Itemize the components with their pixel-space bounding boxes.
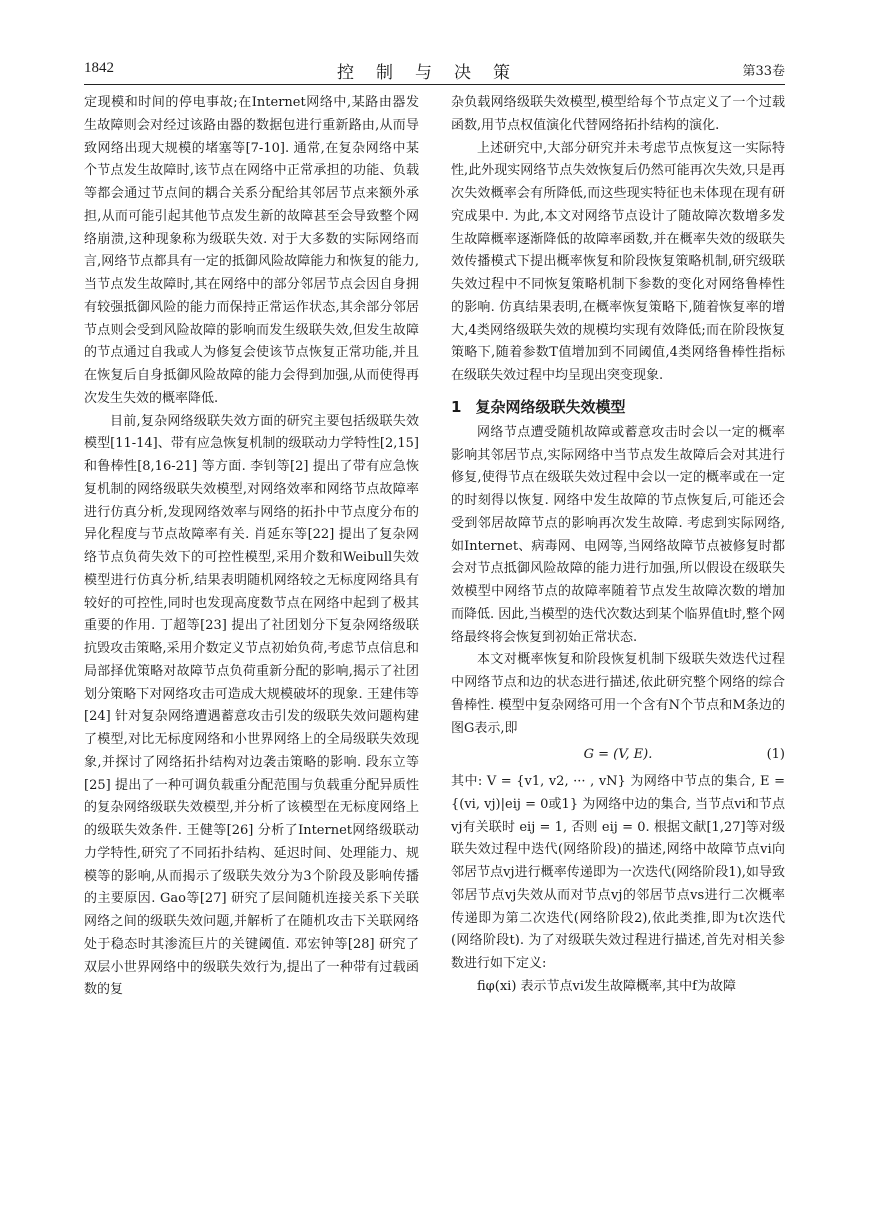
right-paragraph-6: fiφ(xi) 表示节点vi发生故障概率,其中f为故障 <box>477 978 736 994</box>
left-paragraph-1: 定现模和时间的停电事故;在Internet网络中,某路由器发生故障则会对经过该路由器的数据包进行重新路由,从而导致网络出现大规模的堵塞等[7-10]. 通常,在复杂网络中某个节点发生故障时,该节点在网络中正常承担的功能、负载等都会通过节点间的耦合关系分配给其邻居节点来额外承担,从而可能引起其他节点发生新的故障甚至会导致整个网络崩溃,这种现象称为级联失效. 对于大多数的实际网络而言,网络节点都具有一定的抵御风险故障能力和恢复的能力, 当节点发生故障时,其在网络中的部分邻居节点会因自身拥有较强抵御风险的能力而保持正常运作状态,其余部分邻居节点则会受到风险故障的影响而发生级联失效,但发生故障的节点通过自我或人为修复会使该节点恢复正常功能,并且在恢复后自身抵御风险故障的能力会得到加强,从而使得再次发生失效的概率降低. <box>84 95 419 406</box>
left-column <box>84 92 419 1002</box>
right-paragraph-1: 杂负载网络级联失效模型,模型给每个节点定义了一个过载函数,用节点权值演化代替网络拓扑结构的演化. <box>451 95 785 133</box>
equation-body: G = (V, E). <box>583 747 653 763</box>
right-column <box>451 92 785 999</box>
volume-label: 第33卷 <box>742 64 785 79</box>
right-paragraph-5: 其中: V = {v1, v2, ··· , vN} 为网络中节点的集合, E = {(vi, vj)|eij = 0或1} 为网络中边的集合, 当节点vi和节点vj有关联时 eij = 1, 否则 eij = 0. 根据文献[1,27]等对级联失效过程中迭代(网络阶段)的描述,网络中故障节点vi向邻居节点vj进行概率传递即为一次迭代(网络阶段1),如导致邻居节点vj失效从而对节点vj的邻居节点vs进行二次概率传递即为第二次迭代(网络阶段2),依此类推,即为t次迭代(网络阶段t). 为了对级联失效过程进行描述,首先对相关参数进行如下定义: <box>451 774 785 971</box>
left-paragraph-2: 目前,复杂网络级联失效方面的研究主要包括级联失效模型[11-14]、带有应急恢复机制的级联动力学特性[2,15] 和鲁棒性[8,16-21] 等方面. 李钊等[2] 提出了带有应急恢复机制的网络级联失效模型,对网络效率和网络节点故障率进行仿真分析,发现网络效率与网络的拓扑中节点度分布的异化程度与节点故障率有关. 肖延东等[22] 提出了复杂网络节点负荷失效下的可控性模型,采用介数和Weibull失效模型进行仿真分析,结果表明随机网络较之无标度网络具有较好的可控性,同时也发现高度数节点在网络中起到了极其重要的作用. 丁超等[23] 提出了社团划分下复杂网络级联抗毁攻击策略,采用介数定义节点初始负荷,考虑节点信息和局部择优策略对故障节点负荷重新分配的影响,揭示了社团划分策略下对网络攻击可造成大规模破坏的现象. 王建伟等[24] 针对复杂网络遭遇蓄意攻击引发的级联失效问题构建了模型,对比无标度网络和小世界网络上的全局级联失效现象,并探讨了网络拓扑结构对边袭击策略的影响. 段东立等[25] 提出了一种可调负载重分配范围与负载重分配异质性的复杂网络级联失效模型,并分析了该模型在无标度网络上的级联失效条件. 王健等[26] 分析了Internet网络级联动力学特性,研究了不同拓扑结构、延迟时间、处理能力、规模等的影响,从而揭示了级联失效分为3个阶段及影响传播的主要原因. Gao等[27] 研究了层间随机连接关系下关联网络之间的级联失效问题,并解析了在随机攻击下关联网络处于稳态时其渗流巨片的关键阈值. 邓宏钟等[28] 研究了双层小世界网络中的级联失效行为,提出了一种带有过载函数的复 <box>84 413 419 998</box>
journal-title: 控制与决策 <box>337 63 532 83</box>
equation-1 <box>451 744 785 767</box>
section-number: 1 <box>451 397 462 416</box>
section-title: 复杂网络级联失效模型 <box>475 397 626 416</box>
page-header <box>84 58 785 82</box>
section-heading <box>451 395 785 419</box>
right-paragraph-3: 网络节点遭受随机故障或蓄意攻击时会以一定的概率影响其邻居节点,实际网络中当节点发生故障后会对其进行修复,使得节点在级联失效过程中会以一定的概率或在一定的时刻得以恢复. 网络中发生故障的节点恢复后,可能还会受到邻居故障节点的影响再次发生故障. 考虑到实际网络,如Internet、病毒网、电网等,当网络故障节点被修复时都会对节点抵御风险故障的能力进行加强,所以假设在级联失效模型中网络节点的故障率随着节点发生故障次数的增加而降低. 因此,当模型的迭代次数达到某个临界值t时,整个网络最终将会恢复到初始正常状态. <box>451 424 785 645</box>
equation-number: (1) <box>766 747 785 763</box>
right-paragraph-4: 本文对概率恢复和阶段恢复机制下级联失效迭代过程中网络节点和边的状态进行描述,依此研究整个网络的综合鲁棒性. 模型中复杂网络可用一个含有N个节点和M条边的图G表示,即 <box>451 652 785 736</box>
header-rule <box>84 84 785 85</box>
right-paragraph-2: 上述研究中,大部分研究并未考虑节点恢复这一实际特性,此外现实网络节点失效恢复后仍然可能再次失效,只是再次失效概率会有所降低,而这些现实特征也未体现在现有研究成果中. 为此,本文对网络节点设计了随故障次数增多发生故障概率逐渐降低的故障率函数,并在概率失效的级联失效传播模式下提出概率恢复和阶段恢复策略机制,研究级联失效过程中不同恢复策略机制下参数的变化对网络鲁棒性的影响. 仿真结果表明,在概率恢复策略下,随着恢复率的增大,4类网络级联失效的规模均实现有效降低;而在阶段恢复策略下,随着参数T值增加到不同阈值,4类网络鲁棒性指标在级联失效过程中均呈现出突变现象. <box>451 140 785 383</box>
page-number: 1842 <box>84 60 114 76</box>
